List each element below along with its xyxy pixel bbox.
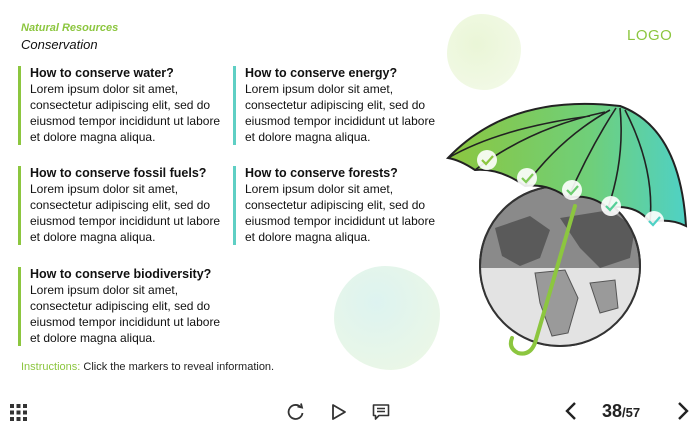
card-title: How to conserve water?	[30, 66, 174, 80]
decorative-blob-top	[447, 14, 521, 90]
marker-5[interactable]	[644, 211, 664, 231]
decorative-blob-bottom	[334, 266, 440, 370]
card-body: Lorem ipsum dolor sit amet, consectetur adipiscing elit, sed do eiusmod tempor incididunt ut labore et dolore magna aliqua.	[245, 82, 436, 144]
card-forests	[233, 166, 445, 245]
category-label: Natural Resources	[21, 22, 119, 34]
instructions-label: Instructions:	[21, 361, 81, 373]
card-body: Lorem ipsum dolor sit amet, consectetur adipiscing elit, sed do eiusmod tempor incididunt ut labore et dolore magna aliqua.	[30, 283, 221, 345]
grid-menu-icon	[10, 404, 27, 421]
next-slide-button[interactable]	[673, 400, 693, 422]
card-biodiversity	[18, 267, 230, 346]
replay-button[interactable]	[286, 402, 306, 422]
notes-icon	[372, 403, 390, 421]
current-page: 38	[602, 401, 623, 421]
card-body: Lorem ipsum dolor sit amet, consectetur adipiscing elit, sed do eiusmod tempor incididunt ut labore et dolore magna aliqua.	[245, 182, 436, 244]
card-title: How to conserve biodiversity?	[30, 267, 212, 281]
play-icon	[331, 403, 347, 421]
play-button[interactable]	[329, 402, 349, 422]
card-body: Lorem ipsum dolor sit amet, consectetur adipiscing elit, sed do eiusmod tempor incididunt ut labore et dolore magna aliqua.	[30, 182, 221, 244]
page-indicator	[602, 401, 640, 422]
chevron-left-icon	[565, 401, 577, 421]
card-fossil-fuels	[18, 166, 230, 245]
logo: LOGO	[627, 27, 673, 44]
notes-button[interactable]	[371, 402, 391, 422]
card-title: How to conserve energy?	[245, 66, 398, 80]
instructions	[21, 361, 274, 373]
total-pages: /57	[622, 405, 641, 420]
marker-3[interactable]	[562, 180, 582, 200]
card-energy	[233, 66, 445, 145]
replay-icon	[287, 403, 305, 421]
instructions-text: Click the markers to reveal information.	[83, 361, 275, 373]
card-water	[18, 66, 230, 145]
previous-slide-button[interactable]	[561, 400, 581, 422]
card-title: How to conserve fossil fuels?	[30, 166, 207, 180]
marker-1[interactable]	[477, 150, 497, 170]
marker-2[interactable]	[517, 168, 537, 188]
card-body: Lorem ipsum dolor sit amet, consectetur adipiscing elit, sed do eiusmod tempor incididunt ut labore et dolore magna aliqua.	[30, 82, 221, 144]
umbrella-globe-illustration	[440, 98, 690, 360]
page-title: Conservation	[21, 37, 98, 52]
menu-button[interactable]	[9, 403, 27, 421]
marker-4[interactable]	[601, 196, 621, 216]
card-title: How to conserve forests?	[245, 166, 398, 180]
chevron-right-icon	[677, 401, 689, 421]
